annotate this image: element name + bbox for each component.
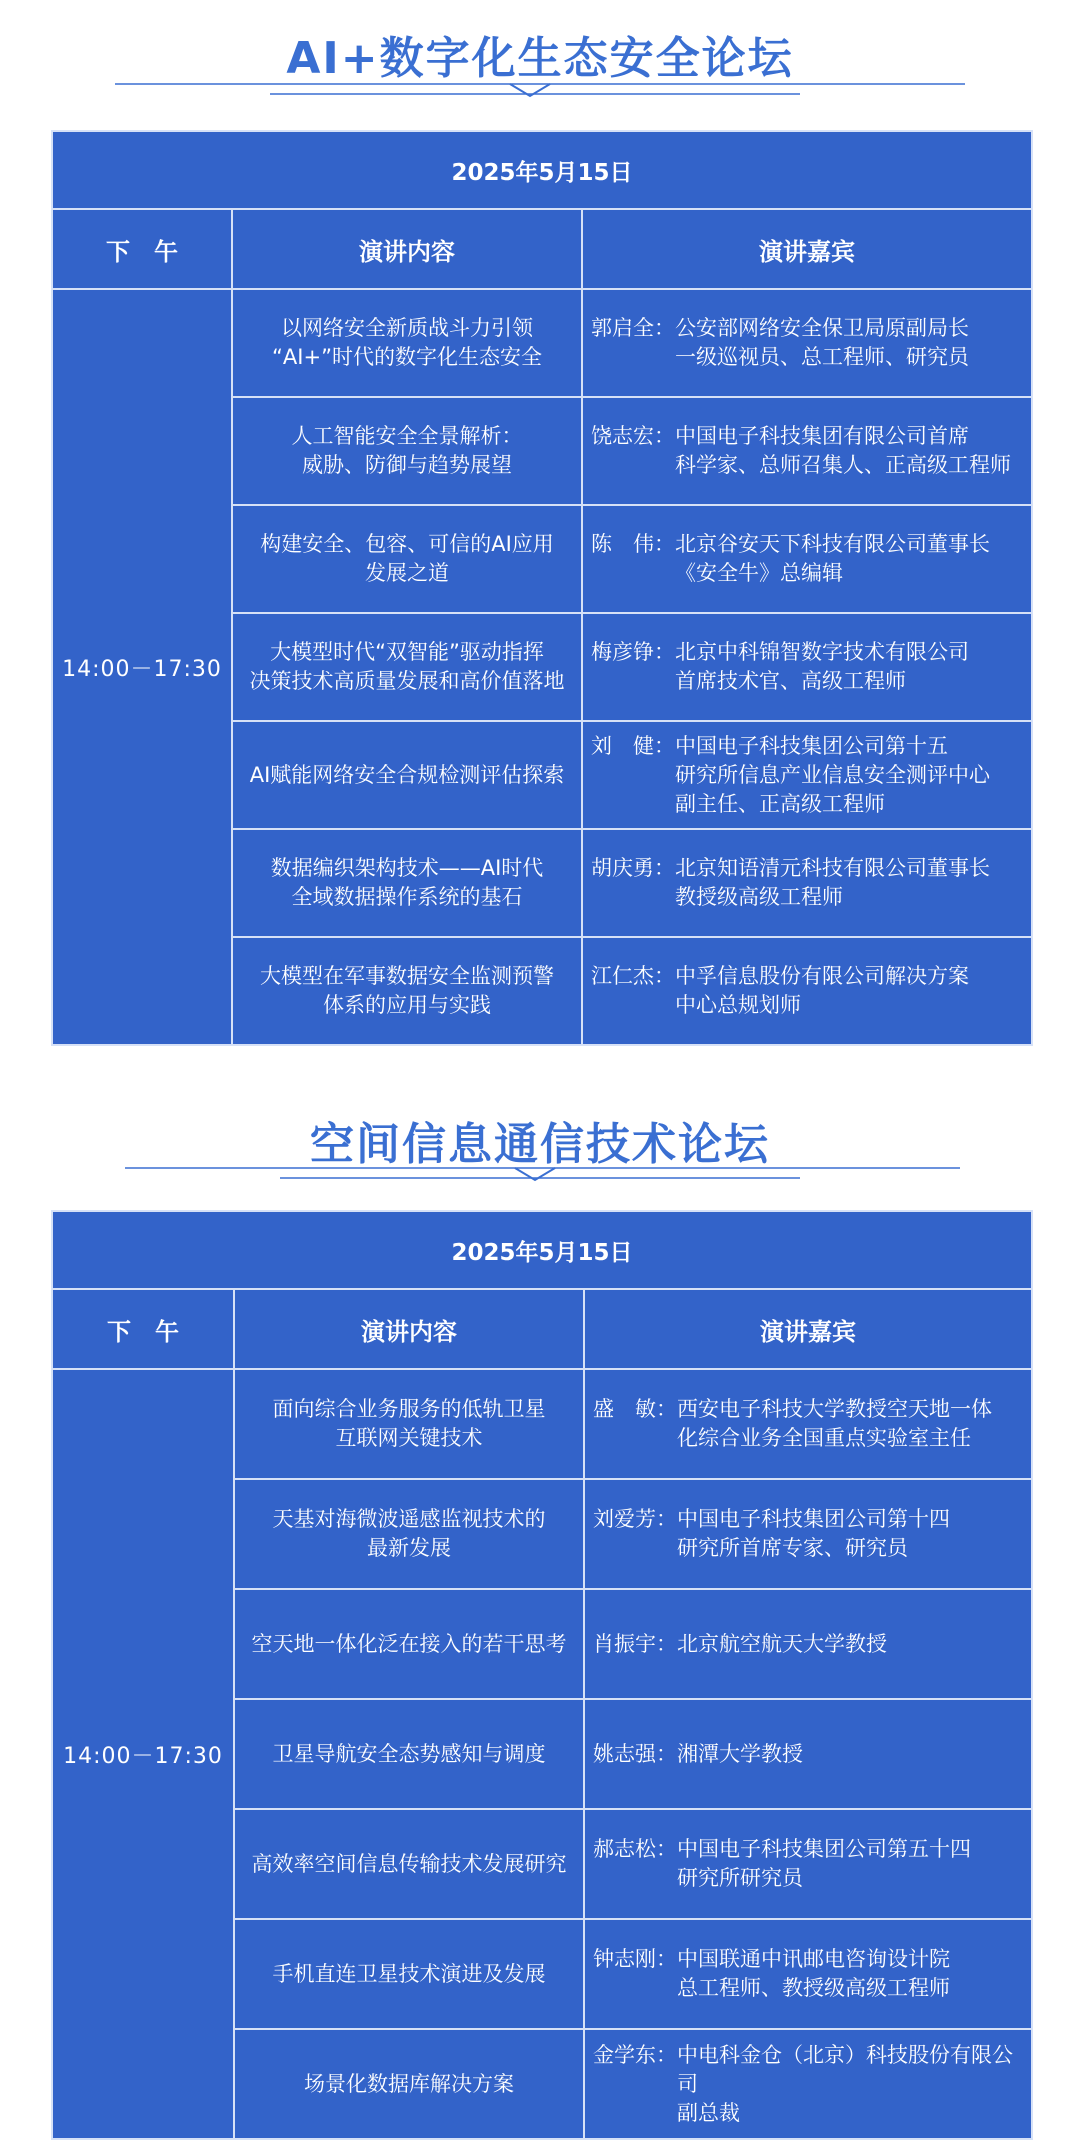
speaker-cell	[582, 397, 1032, 505]
name-separator: ：	[654, 424, 675, 448]
speaker-title: 中国电子科技集团有限公司首席 科学家、总师召集人、正高级工程师	[675, 424, 1011, 477]
speaker-title: 中国联通中讯邮电咨询设计院 总工程师、教授级高级工程师	[677, 1947, 950, 2000]
speaker-header: 演讲嘉宾	[584, 1289, 1032, 1369]
speaker-cell	[584, 1589, 1032, 1699]
forum-title: AI+数字化生态安全论坛	[286, 33, 794, 84]
name-separator: ：	[656, 1397, 677, 1421]
date-header: 2025年5月15日	[52, 1211, 1032, 1289]
speaker-name: 金学东	[593, 2042, 656, 2067]
speaker-name: 郭启全	[591, 316, 654, 340]
talk-topic: 高效率空间信息传输技术发展研究	[234, 1809, 584, 1919]
speaker-title: 中国电子科技集团公司第十四 研究所首席专家、研究员	[677, 1507, 950, 1560]
schedule-table	[51, 130, 1033, 1046]
talk-topic: AI赋能网络安全合规检测评估探索	[232, 721, 582, 829]
talk-topic: 场景化数据库解决方案	[234, 2029, 584, 2139]
speaker-cell	[582, 289, 1032, 397]
talk-topic: 构建安全、包容、可信的AI应用 发展之道	[232, 505, 582, 613]
speaker-title: 中国电子科技集团公司第五十四 研究所研究员	[677, 1837, 971, 1890]
speaker-cell	[584, 1369, 1032, 1479]
speaker-name: 姚志强	[593, 1741, 656, 1766]
name-separator: ：	[654, 640, 675, 664]
speaker-cell	[584, 1479, 1032, 1589]
speaker-name: 胡庆勇	[591, 856, 654, 880]
name-separator: ：	[654, 532, 675, 556]
forum-title: 空间信息通信技术论坛	[310, 1119, 770, 1170]
speaker-name: 梅彦铮	[591, 640, 654, 664]
time-slot: 14:00－17:30	[52, 1369, 234, 2139]
name-separator: ：	[654, 316, 675, 340]
time-slot: 14:00－17:30	[52, 289, 232, 1045]
talk-topic: 卫星导航安全态势感知与调度	[234, 1699, 584, 1809]
speaker-cell	[584, 1919, 1032, 2029]
name-separator: ：	[654, 964, 675, 988]
speaker-header: 演讲嘉宾	[582, 209, 1032, 289]
name-separator: ：	[656, 1947, 677, 1971]
talk-topic: 人工智能安全全景解析： 威胁、防御与趋势展望	[232, 397, 582, 505]
talk-topic: 手机直连卫星技术演进及发展	[234, 1919, 584, 2029]
speaker-title: 北京谷安天下科技有限公司董事长 《安全牛》总编辑	[675, 532, 990, 585]
speaker-name: 江仁杰	[591, 964, 654, 988]
speaker-cell	[584, 1809, 1032, 1919]
speaker-title: 公安部网络安全保卫局原副局长 一级巡视员、总工程师、研究员	[675, 316, 969, 369]
talk-topic: 以网络安全新质战斗力引领 “AI+”时代的数字化生态安全	[232, 289, 582, 397]
name-separator: ：	[656, 1631, 677, 1656]
table-row	[52, 1369, 1032, 1479]
name-separator: ：	[656, 1507, 677, 1531]
name-separator: ：	[656, 1837, 677, 1861]
title-ornament	[0, 80, 1080, 100]
speaker-title: 中孚信息股份有限公司解决方案 中心总规划师	[675, 964, 969, 1017]
speaker-cell	[584, 1699, 1032, 1809]
name-separator: ：	[656, 1741, 677, 1766]
talk-topic: 大模型时代“双智能”驱动指挥 决策技术高质量发展和高价值落地	[232, 613, 582, 721]
speaker-title: 北京航空航天大学教授	[677, 1631, 887, 1656]
speaker-cell	[582, 613, 1032, 721]
talk-topic: 空天地一体化泛在接入的若干思考	[234, 1589, 584, 1699]
speaker-cell	[584, 2029, 1032, 2139]
session-header: 下 午	[52, 1289, 234, 1369]
speaker-name: 饶志宏	[591, 424, 654, 448]
speaker-title: 西安电子科技大学教授空天地一体 化综合业务全国重点实验室主任	[677, 1397, 992, 1450]
speaker-name: 刘爱芳	[593, 1507, 656, 1531]
speaker-title: 北京知语清元科技有限公司董事长 教授级高级工程师	[675, 856, 990, 909]
schedule-body	[52, 1369, 1032, 2139]
session-header: 下 午	[52, 209, 232, 289]
topic-header: 演讲内容	[234, 1289, 584, 1369]
speaker-title: 湘潭大学教授	[677, 1741, 803, 1766]
table-row	[52, 289, 1032, 397]
name-separator: ：	[654, 856, 675, 880]
speaker-cell	[582, 505, 1032, 613]
name-separator: ：	[656, 2042, 677, 2067]
speaker-title: 北京中科锦智数字技术有限公司 首席技术官、高级工程师	[675, 640, 969, 693]
name-separator: ：	[654, 733, 675, 758]
speaker-name: 郝志松	[593, 1837, 656, 1861]
speaker-title: 中电科金仓（北京）科技股份有限公司 副总裁	[677, 2042, 1013, 2125]
speaker-name: 钟志刚	[593, 1947, 656, 1971]
speaker-cell	[582, 721, 1032, 829]
talk-topic: 面向综合业务服务的低轨卫星 互联网关键技术	[234, 1369, 584, 1479]
speaker-title: 中国电子科技集团公司第十五 研究所信息产业信息安全测评中心 副主任、正高级工程师	[675, 733, 990, 816]
speaker-name: 肖振宇	[593, 1631, 656, 1656]
talk-topic: 数据编织架构技术——AI时代 全域数据操作系统的基石	[232, 829, 582, 937]
speaker-name: 刘 健	[591, 733, 654, 758]
speaker-cell	[582, 829, 1032, 937]
topic-header: 演讲内容	[232, 209, 582, 289]
schedule-body	[52, 289, 1032, 1045]
speaker-name: 陈 伟	[591, 532, 654, 556]
date-header: 2025年5月15日	[52, 131, 1032, 209]
schedule-table	[51, 1210, 1033, 2140]
talk-topic: 天基对海微波遥感监视技术的 最新发展	[234, 1479, 584, 1589]
speaker-name: 盛 敏	[593, 1397, 656, 1421]
title-ornament	[0, 1164, 1080, 1184]
talk-topic: 大模型在军事数据安全监测预警 体系的应用与实践	[232, 937, 582, 1045]
speaker-cell	[582, 937, 1032, 1045]
